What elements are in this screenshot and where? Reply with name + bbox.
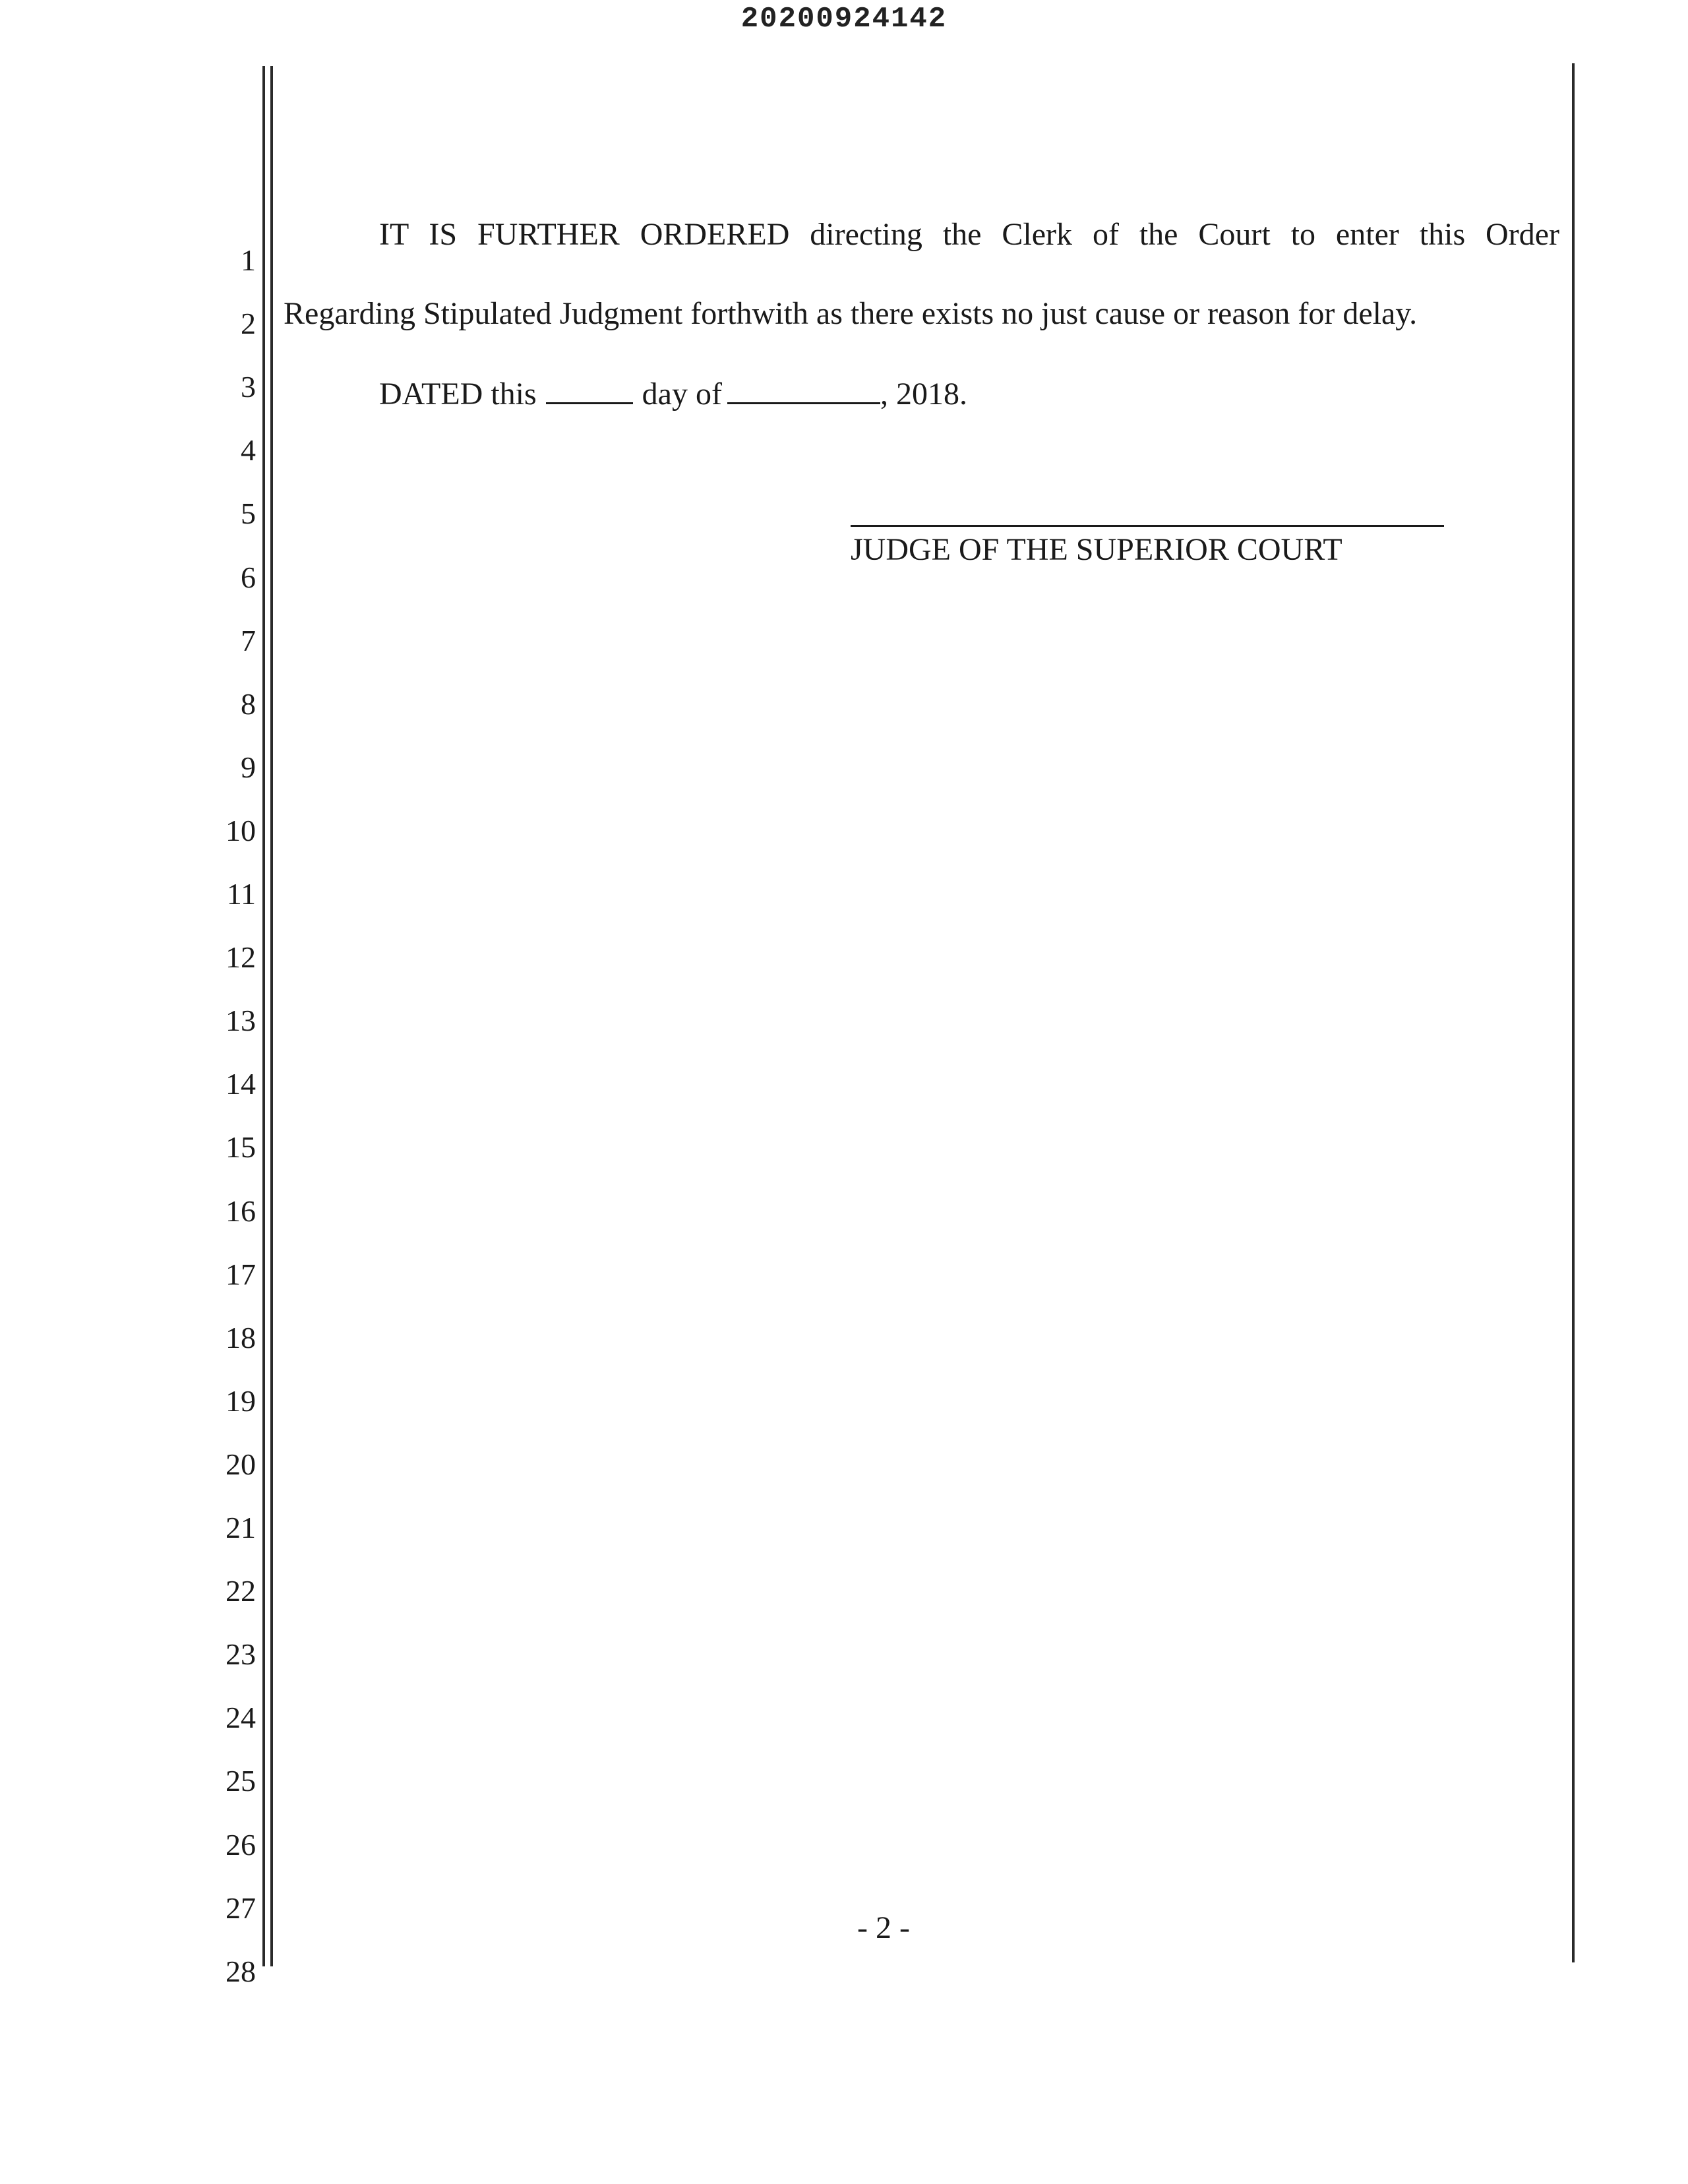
line-number: 16 xyxy=(226,1194,256,1228)
line-number: 7 xyxy=(241,623,256,657)
line-number: 19 xyxy=(226,1383,256,1418)
line-number: 17 xyxy=(226,1257,256,1291)
line-number: 27 xyxy=(226,1891,256,1925)
line-number: 4 xyxy=(241,433,256,468)
line-number: 12 xyxy=(226,940,256,975)
right-margin-rule xyxy=(1572,63,1575,1962)
order-paragraph-line-2: Regarding Stipulated Judgment forthwith as there exists no just cause or reason for delay. xyxy=(284,296,1418,331)
line-number: 2 xyxy=(241,307,256,341)
line-number: 13 xyxy=(226,1004,256,1038)
line-number: 11 xyxy=(226,877,256,911)
line-number: 15 xyxy=(226,1130,256,1165)
line-number: 9 xyxy=(241,750,256,784)
line-number: 5 xyxy=(241,497,256,531)
line-number: 26 xyxy=(226,1827,256,1862)
line-number: 8 xyxy=(241,686,256,721)
line-number-column xyxy=(198,0,264,2184)
signature-line xyxy=(851,525,1444,527)
line-number: 20 xyxy=(226,1447,256,1481)
signature-label: JUDGE OF THE SUPERIOR COURT xyxy=(851,532,1342,567)
line-number: 23 xyxy=(226,1637,256,1672)
dated-middle: day of xyxy=(642,377,722,411)
line-number: 22 xyxy=(226,1574,256,1608)
dated-suffix: , 2018. xyxy=(880,377,967,411)
order-paragraph-line-1: IT IS FURTHER ORDERED directing the Clerk of the Court to enter this Order xyxy=(379,217,1559,252)
day-blank xyxy=(546,379,633,404)
dated-prefix: DATED this xyxy=(379,377,537,411)
month-blank xyxy=(727,379,880,404)
line-number: 21 xyxy=(226,1511,256,1544)
line-number: 10 xyxy=(226,813,256,847)
line-number: 3 xyxy=(241,370,256,404)
line-number: 1 xyxy=(241,243,256,277)
line-number: 25 xyxy=(226,1764,256,1798)
line-number: 24 xyxy=(226,1701,256,1735)
page-number: - 2 - xyxy=(857,1910,910,1945)
line-number: 18 xyxy=(226,1320,256,1354)
line-number: 14 xyxy=(226,1067,256,1101)
left-margin-rule-inner xyxy=(270,66,273,1966)
line-number: 6 xyxy=(241,560,256,594)
line-number: 28 xyxy=(226,1954,256,1988)
document-id: 20200924142 xyxy=(740,3,948,36)
dated-line xyxy=(379,379,967,410)
